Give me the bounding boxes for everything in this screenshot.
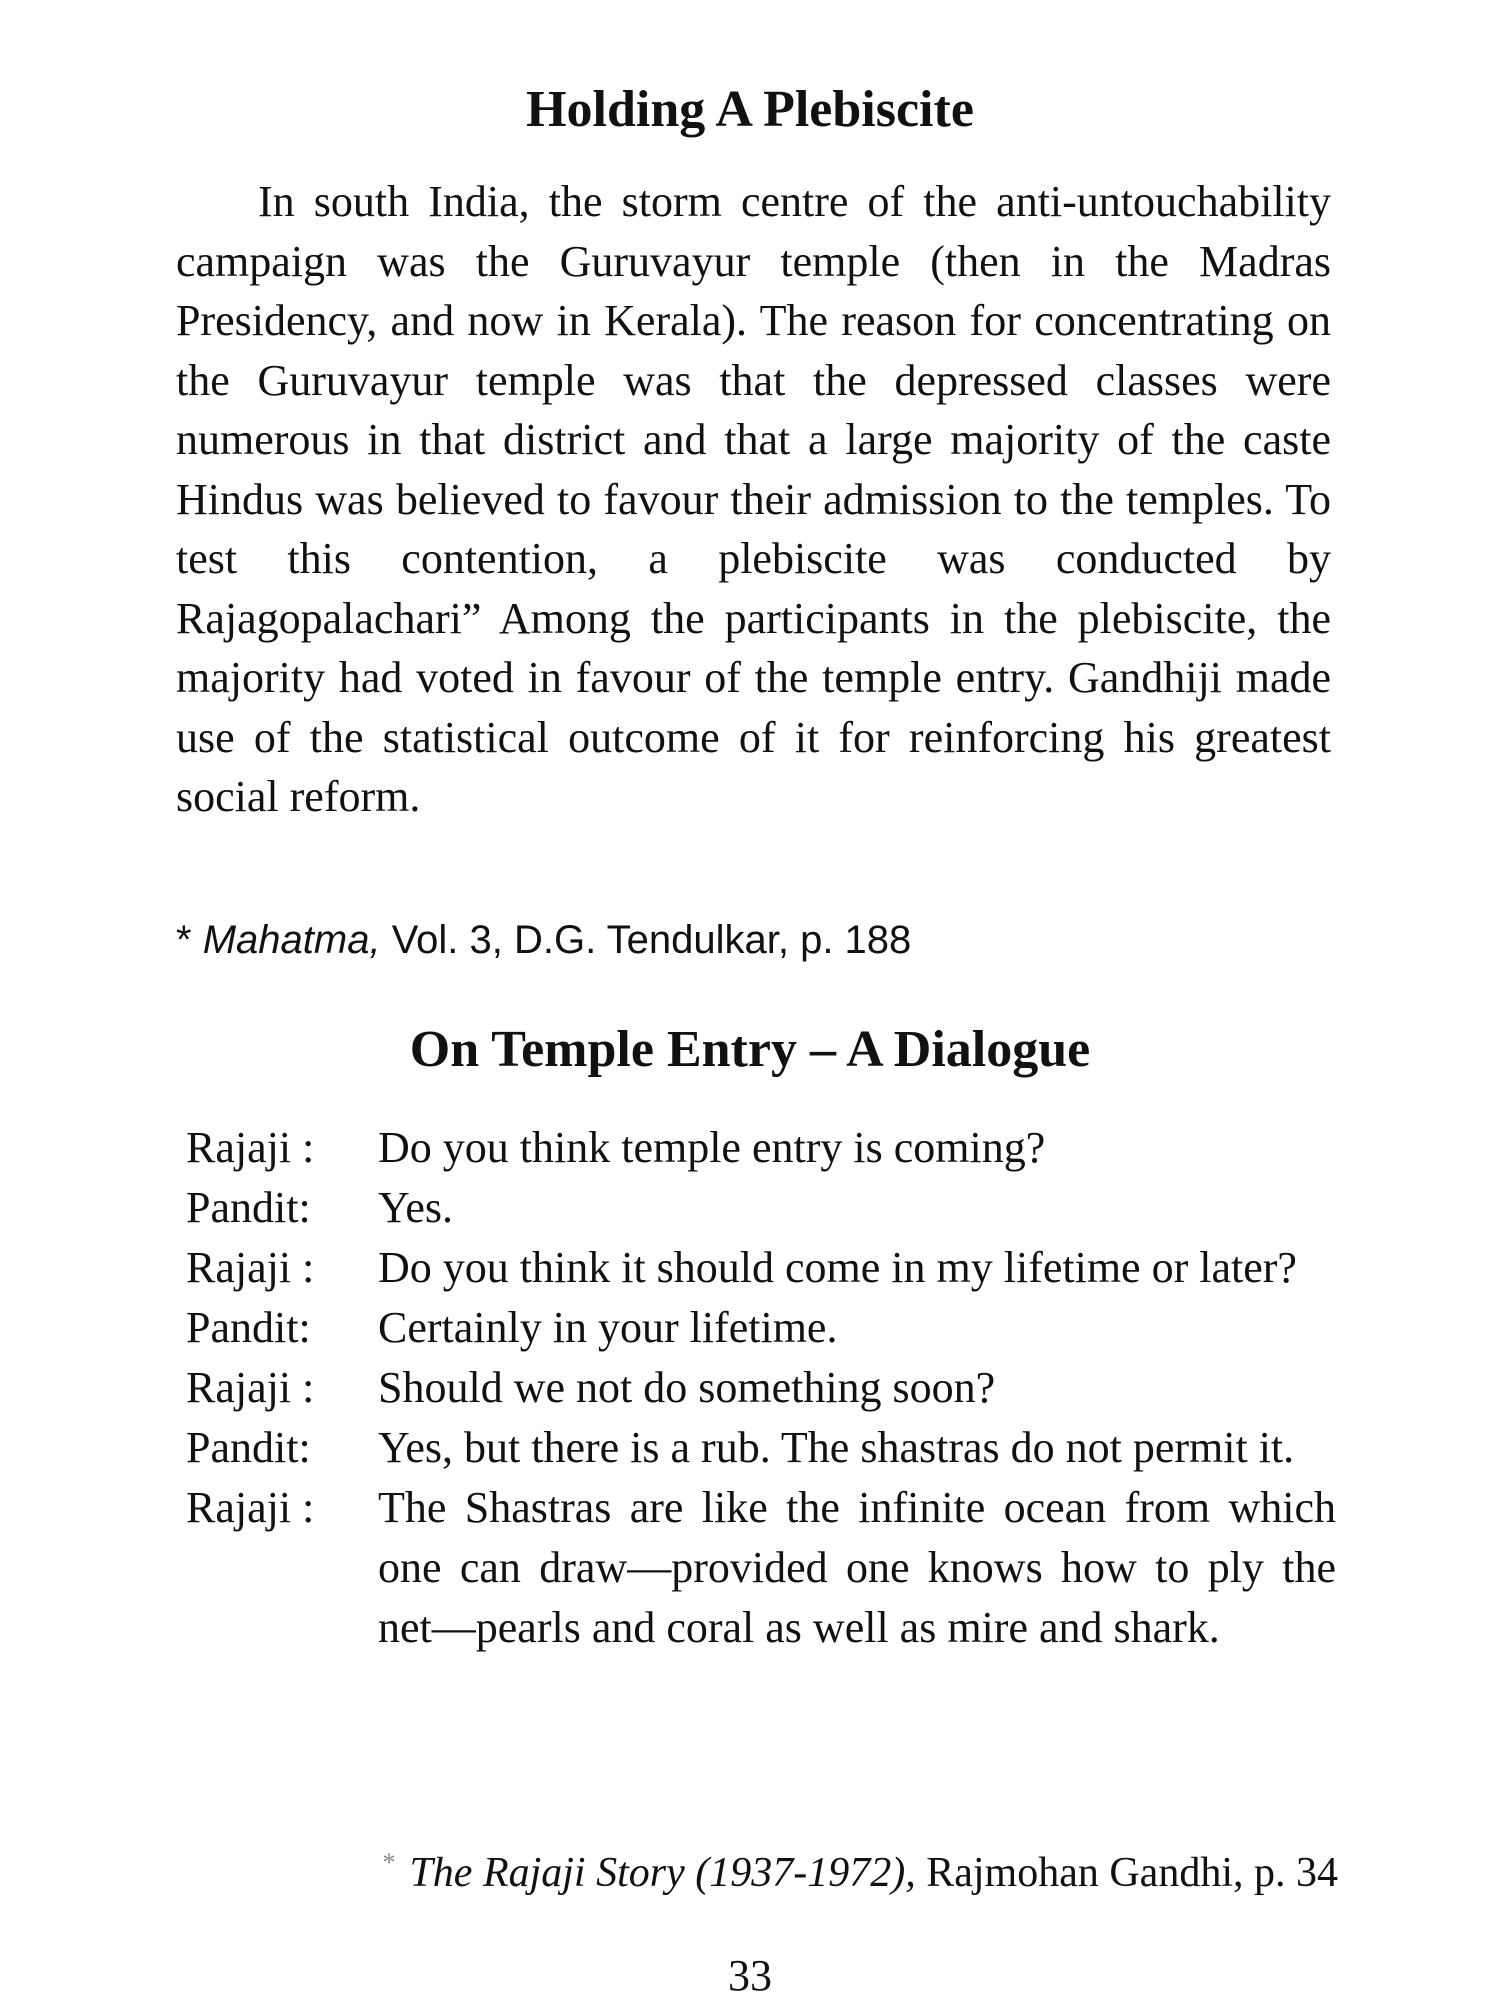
dialogue-row xyxy=(186,1118,1336,1178)
dialogue-row xyxy=(186,1298,1336,1358)
dialogue-speaker: Pandit: xyxy=(186,1183,311,1232)
citation-rajaji-story xyxy=(200,1848,1338,1897)
citation-title: The Rajaji Story (1937-1972), xyxy=(409,1850,916,1896)
dialogue-text: The Shastras are like the infinite ocean from which one can draw—provided one knows how to ply the net—pearls and coral as well as mire and shark. xyxy=(378,1483,1336,1652)
section-title-plebiscite: Holding A Plebiscite xyxy=(526,81,974,138)
dialogue-text: Do you think temple entry is coming? xyxy=(378,1123,1046,1172)
dialogue-speaker: Pandit: xyxy=(186,1303,311,1352)
dialogue-speaker: Rajaji : xyxy=(186,1483,315,1532)
citation-details: Rajmohan Gandhi, p. 34 xyxy=(926,1850,1338,1896)
dialogue-text: Do you think it should come in my lifetime or later? xyxy=(378,1243,1297,1292)
citation-title: Mahatma, xyxy=(202,918,381,962)
page-number: 33 xyxy=(728,1951,772,2000)
dialogue-speaker: Rajaji : xyxy=(186,1363,315,1412)
dialogue-text: Should we not do something soon? xyxy=(378,1363,996,1412)
dialogue-text: Yes, but there is a rub. The shastras do not permit it. xyxy=(378,1423,1295,1472)
dialogue-speaker: Rajaji : xyxy=(186,1243,315,1292)
dialogue-row xyxy=(186,1178,1336,1238)
dialogue-text: Certainly in your lifetime. xyxy=(378,1303,838,1352)
dialogue-text: Yes. xyxy=(378,1183,454,1232)
citation-details: Vol. 3, D.G. Tendulkar, p. 188 xyxy=(391,918,912,962)
dialogue-speaker: Rajaji : xyxy=(186,1123,315,1172)
dialogue-list xyxy=(186,1118,1336,1658)
citation-mahatma xyxy=(176,918,911,963)
citation-mark: * xyxy=(382,1848,396,1877)
plebiscite-paragraph: In south India, the storm centre of the anti-untouchability campaign was the Guruvayur temple (then in the Madras Presidency, and now in Kerala). The reason for concentrating on the Guruvayur temple was that the depressed classes were numerous in that district and that a large majority of the caste Hindus was believed to favour their admission to the temples. To test this contention, a plebiscite was conducted by Rajagopalachari” Among the participants in the plebiscite, the majority had voted in favour of the temple entry. Gandhiji made use of the statistical outcome of it for reinforcing his greatest social reform. xyxy=(176,177,1331,821)
citation-mark: * xyxy=(176,918,192,962)
dialogue-row xyxy=(186,1418,1336,1478)
dialogue-speaker: Pandit: xyxy=(186,1423,311,1472)
section-title-dialogue: On Temple Entry – A Dialogue xyxy=(409,1021,1091,1078)
dialogue-row xyxy=(186,1238,1336,1298)
dialogue-row xyxy=(186,1478,1336,1658)
dialogue-row xyxy=(186,1358,1336,1418)
